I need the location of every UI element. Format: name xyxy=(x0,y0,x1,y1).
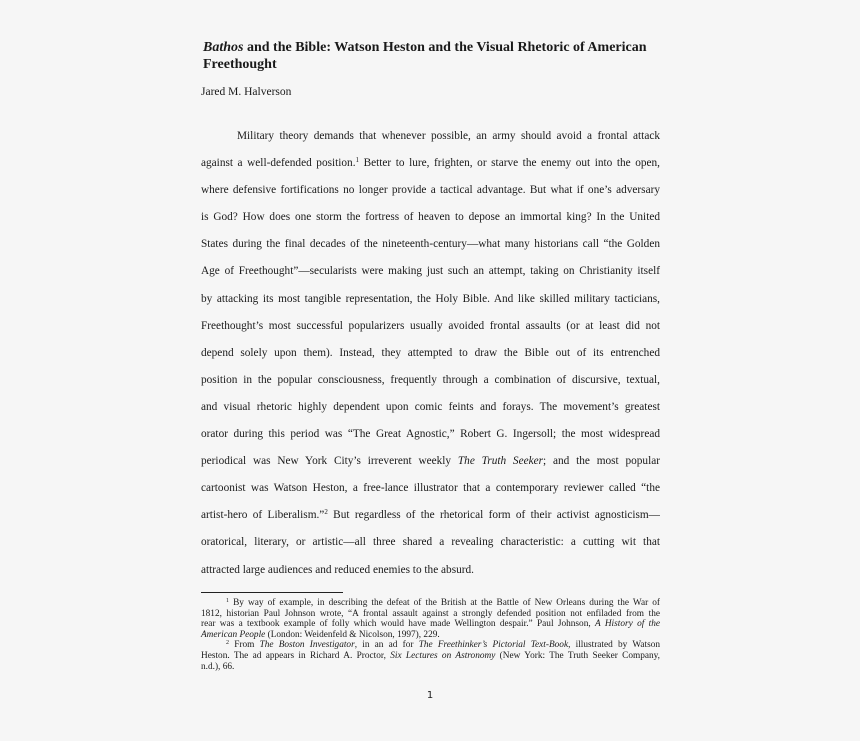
title-rest: and the Bible: Watson Heston and the Visual Rhetoric of American Freethought xyxy=(203,40,647,72)
body-line xyxy=(201,534,660,561)
body-line xyxy=(201,128,660,155)
italic-text: A History of the xyxy=(595,619,660,630)
text-segment: n.d.), 66. xyxy=(201,661,235,672)
body-line xyxy=(201,372,660,399)
text-segment: oratorical, literary, or artistic—all three shared a revealing characteristic: a cutting wit that xyxy=(201,536,660,549)
body-line xyxy=(201,507,660,534)
body-line xyxy=(201,426,660,453)
footnote-line xyxy=(201,651,660,662)
body-line xyxy=(201,209,660,236)
text-segment: periodical was New York City’s irreverent weekly xyxy=(201,455,458,468)
footnote-ref: 2 xyxy=(324,508,328,517)
text-segment: (New York: The Truth Seeker Company, xyxy=(495,650,660,661)
title-italic: Bathos xyxy=(203,40,244,55)
footnote-ref: 1 xyxy=(226,598,229,604)
text-segment: ; and the most popular xyxy=(543,455,660,468)
italic-text: Six Lectures on Astronomy xyxy=(390,650,496,661)
text-segment: rear was a textbook example of folly which would have made Wellington despair.” Paul Johnson, xyxy=(201,619,595,630)
text-segment: (London: Weidenfeld & Nicolson, 1997), 229. xyxy=(265,629,440,640)
text-segment: From xyxy=(229,640,260,651)
italic-text: The Boston Investigator xyxy=(259,640,355,651)
text-segment: artist-hero of Liberalism.” xyxy=(201,509,325,522)
footnote-line xyxy=(201,662,660,673)
text-segment: against a well-defended position. xyxy=(201,157,356,170)
text-segment: States during the final decades of the nineteenth-century—what many historians call “the Golden xyxy=(201,238,660,251)
text-segment: , illustrated by Watson xyxy=(568,640,660,651)
footnote-line xyxy=(201,630,660,641)
body-line xyxy=(201,182,660,209)
text-segment: But regardless of the rhetorical form of their activist agnosticism— xyxy=(327,509,660,522)
footnotes xyxy=(201,598,660,672)
text-segment: Heston. The ad appears in Richard A. Proctor, xyxy=(201,650,391,661)
text-segment: where defensive fortifications no longer provide a tactical advantage. But what if one’s adversary xyxy=(201,184,660,197)
text-segment: is God? How does one storm the fortress of heaven to depose an immortal king? In the United xyxy=(201,211,660,224)
body-line xyxy=(201,155,660,182)
footnote-ref: 2 xyxy=(226,640,229,647)
body-line xyxy=(201,345,660,372)
italic-text: American People xyxy=(201,629,266,640)
text-segment: position in the popular consciousness, frequently through a combination of discursive, textual, xyxy=(201,373,660,386)
body-line xyxy=(201,480,660,507)
body-line xyxy=(201,263,660,290)
body-text xyxy=(201,128,660,589)
italic-text: The Truth Seeker xyxy=(457,455,544,468)
text-segment: 1812, historian Paul Johnson wrote, “A frontal assault against a strongly defended position not enfiladed from the xyxy=(201,608,660,619)
text-segment: , in an ad for xyxy=(354,640,419,651)
text-segment: Freethought’s most successful popularizers usually avoided frontal assaults (or at least did not xyxy=(201,319,660,332)
text-segment: orator during this period was “The Great Agnostic,” Robert G. Ingersoll; the most widespread xyxy=(201,428,660,441)
text-segment: cartoonist was Watson Heston, a free-lance illustrator that a contemporary reviewer called “the xyxy=(201,482,660,495)
body-line xyxy=(201,291,660,318)
text-segment: Better to lure, frighten, or starve the enemy out into the open, xyxy=(359,157,660,170)
footnote-separator xyxy=(201,592,343,593)
italic-text: The Freethinker’s Pictorial Text-Book xyxy=(418,640,569,651)
text-segment: By way of example, in describing the defeat of the British at the Battle of New Orleans during the War of xyxy=(229,598,660,608)
document-title xyxy=(203,39,663,73)
page-number: 1 xyxy=(426,690,434,701)
text-segment: depend solely upon them). Instead, they attempted to draw the Bible out of its entrenched xyxy=(201,346,660,359)
text-segment: Age of Freethought”—secularists were making just such an attempt, taking on Christianity itself xyxy=(201,265,660,278)
footnote-line xyxy=(201,619,660,630)
footnote-line xyxy=(201,640,660,651)
body-line xyxy=(201,318,660,345)
author-name: Jared M. Halverson xyxy=(201,86,292,98)
body-line xyxy=(201,236,660,263)
text-segment: attracted large audiences and reduced enemies to the absurd. xyxy=(201,563,474,576)
footnote-line xyxy=(201,598,660,609)
body-line xyxy=(201,399,660,426)
text-segment: by attacking its most tangible representation, the Holy Bible. And like skilled military tacticians, xyxy=(201,292,660,305)
footnote-line xyxy=(201,609,660,620)
text-segment: and visual rhetoric highly dependent upon comic feints and forays. The movement’s greatest xyxy=(201,400,660,413)
body-line xyxy=(201,453,660,480)
footnote-ref: 1 xyxy=(355,156,360,165)
body-line xyxy=(201,562,660,589)
text-segment: Military theory demands that whenever possible, an army should avoid a frontal attack xyxy=(237,130,660,142)
